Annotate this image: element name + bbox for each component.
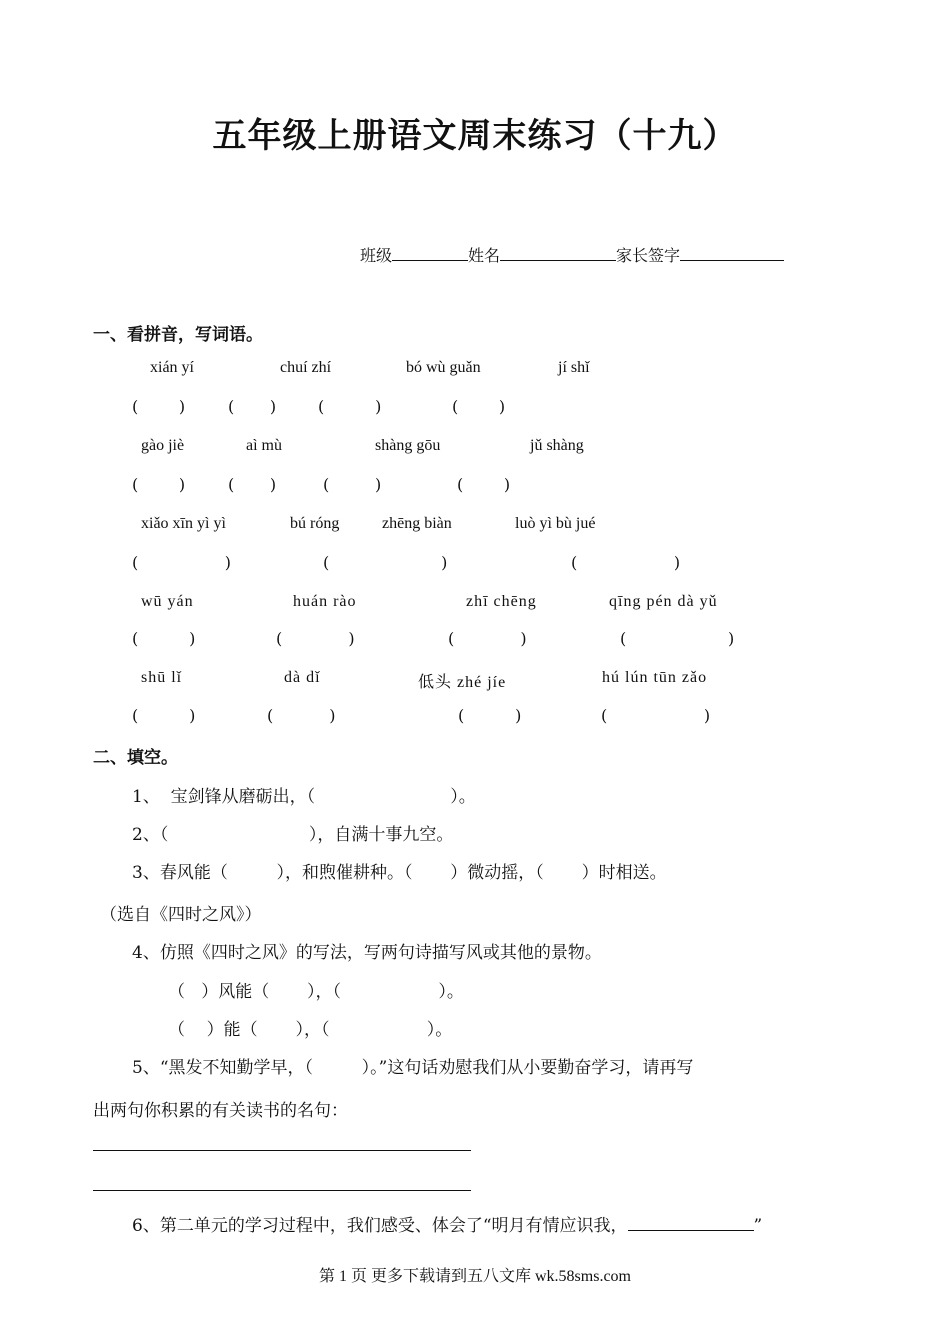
pinyin-item: shū lǐ	[141, 669, 183, 686]
pinyin-item: zhī chēng	[466, 593, 537, 610]
answer-blank[interactable]: ( )	[323, 553, 448, 572]
answer-blank[interactable]: ( )	[132, 553, 231, 572]
answer-blank[interactable]: ( )	[457, 475, 511, 494]
fill-blank[interactable]	[185, 1020, 207, 1040]
fill-blank[interactable]	[269, 982, 307, 1002]
answer-blank[interactable]: ( )	[323, 475, 382, 494]
fill-blank[interactable]	[628, 1216, 754, 1231]
question-6: 6、第二单元的学习过程中，我们感受、体会了“明月有情应识我， ”	[132, 1216, 763, 1236]
class-label: 班级	[360, 246, 393, 265]
pinyin-item: chuí zhí	[280, 359, 332, 376]
question-5: 5、“黑发不知勤学早，（ ）。”这句话劝慰我们从小要勤奋学习，请再写	[132, 1058, 694, 1078]
pinyin-item: bó wù guǎn	[406, 359, 481, 376]
class-blank[interactable]	[392, 246, 468, 261]
pinyin-item: hú lún tūn zǎo	[602, 669, 708, 686]
pinyin-item: 低头 zhé jíe	[418, 674, 507, 691]
answer-blank[interactable]: ( )	[620, 629, 735, 648]
answer-line[interactable]	[93, 1150, 471, 1151]
pinyin-item: xián yí	[150, 359, 194, 376]
pinyin-item: dà dǐ	[284, 669, 321, 686]
pinyin-item: gào jiè	[141, 437, 185, 454]
name-label: 姓名	[468, 246, 501, 265]
pinyin-item: huán rào	[293, 593, 357, 610]
question-1: 1、 宝剑锋从磨砺出，（ ）。	[132, 787, 476, 807]
section1-heading: 一、看拼音，写词语。	[93, 325, 263, 345]
pinyin-item: jǔ shàng	[530, 437, 584, 454]
pinyin-item: zhēng biàn	[382, 515, 452, 532]
fill-blank[interactable]	[341, 982, 438, 1002]
section2-heading: 二、填空。	[93, 748, 178, 768]
question-3: 3、春风能（ ），和煦催耕种。（ ）微动摇，（ ）时相送。	[132, 863, 667, 883]
answer-blank[interactable]: ( )	[132, 706, 196, 725]
pinyin-item: qīng pén dà yǔ	[609, 593, 718, 610]
answer-blank[interactable]: ( )	[228, 475, 277, 494]
answer-blank[interactable]: ( )	[132, 629, 196, 648]
fill-blank[interactable]	[313, 1058, 362, 1078]
fill-blank[interactable]	[258, 1020, 296, 1040]
answer-blank[interactable]: ( )	[132, 397, 186, 416]
pinyin-item: jí shǐ	[558, 359, 590, 376]
answer-blank[interactable]: ( )	[132, 475, 186, 494]
fill-blank[interactable]	[412, 863, 450, 883]
fill-blank[interactable]	[168, 825, 309, 845]
fill-blank[interactable]	[185, 982, 201, 1002]
pinyin-item: luò yì bù jué	[515, 515, 596, 532]
answer-line[interactable]	[93, 1190, 471, 1191]
parent-signature-blank[interactable]	[680, 246, 784, 261]
question-4-line-a: （ ）风能（ ），（ ）。	[168, 982, 464, 1002]
fill-blank[interactable]	[544, 863, 582, 883]
question-3-source: （选自《四时之风》）	[100, 905, 262, 925]
fill-blank[interactable]	[228, 863, 277, 883]
fill-blank[interactable]	[315, 787, 450, 807]
question-2: 2、（ ），自满十事九空。	[132, 825, 454, 845]
answer-blank[interactable]: ( )	[601, 706, 711, 725]
page-footer: 第 1 页 更多下载请到五八文库 wk.58sms.com	[318, 1268, 631, 1285]
answer-blank[interactable]: ( )	[228, 397, 277, 416]
parent-signature-label: 家长签字	[616, 246, 681, 265]
page-title: 五年级上册语文周末练习（十九）	[212, 116, 738, 156]
answer-blank[interactable]: ( )	[452, 397, 506, 416]
answer-blank[interactable]: ( )	[571, 553, 681, 572]
answer-blank[interactable]: ( )	[267, 706, 336, 725]
pinyin-item: aì mù	[246, 437, 282, 454]
pinyin-item: xiǎo xīn yì yì	[141, 515, 226, 532]
pinyin-item: wū yán	[141, 593, 194, 610]
name-blank[interactable]	[500, 246, 616, 261]
answer-blank[interactable]: ( )	[318, 397, 382, 416]
question-4: 4、仿照《四时之风》的写法，写两句诗描写风或其他的景物。	[132, 943, 602, 963]
student-info	[360, 243, 784, 266]
answer-blank[interactable]: ( )	[458, 706, 522, 725]
fill-blank[interactable]	[329, 1020, 426, 1040]
question-4-line-b: （ ）能（ ），（ ）。	[168, 1020, 453, 1040]
pinyin-item: shàng gōu	[375, 437, 441, 454]
question-5-line2: 出两句你积累的有关读书的名句：	[93, 1101, 348, 1121]
answer-blank[interactable]: ( )	[448, 629, 527, 648]
pinyin-item: bú róng	[290, 515, 340, 532]
answer-blank[interactable]: ( )	[276, 629, 355, 648]
